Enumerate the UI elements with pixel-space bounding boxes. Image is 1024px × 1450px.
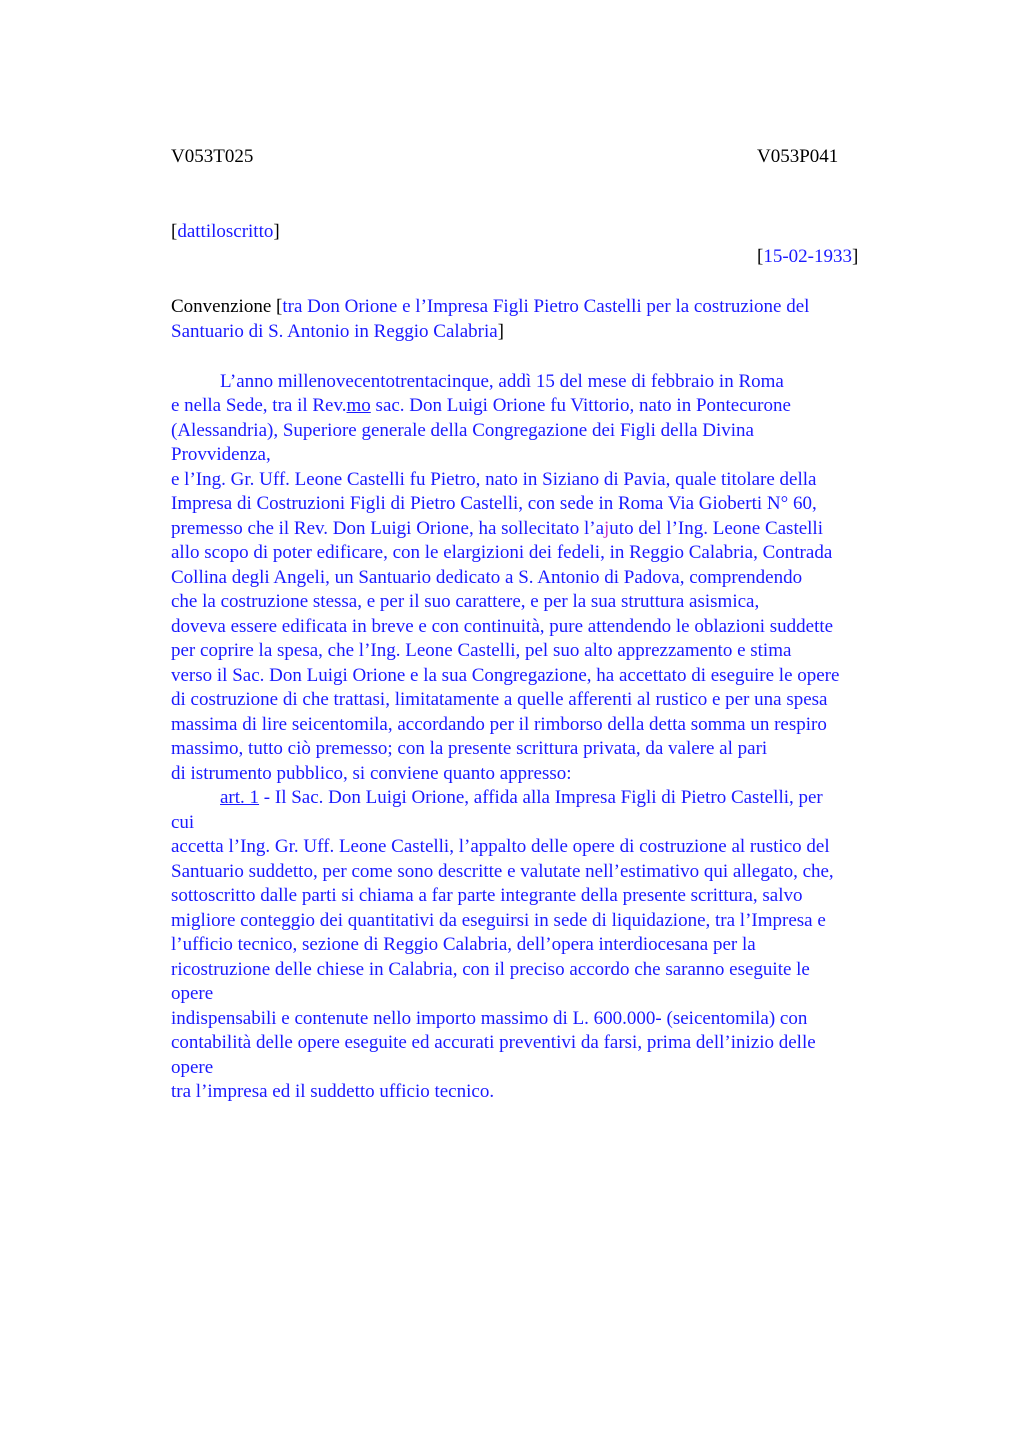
body-line: Santuario suddetto, per come sono descritte e valutate nell’estimativo qui allegato, che,: [171, 861, 834, 882]
bracket-open: [: [757, 246, 764, 267]
body-line: tra l’impresa ed il suddetto ufficio tecnico.: [171, 1081, 495, 1102]
document-type: [171, 220, 280, 245]
title-line-2: [171, 320, 504, 345]
body-line: accetta l’Ing. Gr. Uff. Leone Castelli, l’appalto delle opere di costruzione al rustico del: [171, 836, 830, 857]
bracket-open: [: [276, 296, 283, 317]
body-line: l’ufficio tecnico, sezione di Reggio Calabria, dell’opera interdiocesana per la: [171, 934, 756, 955]
body-line: opere: [171, 983, 214, 1004]
document-date: [757, 245, 858, 270]
body-line: di istrumento pubblico, si conviene quanto appresso:: [171, 763, 572, 784]
body-line: migliore conteggio dei quantitativi da eseguirsi in sede di liquidazione, tra l’Impresa e: [171, 910, 826, 931]
body-line: che la costruzione stessa, e per il suo carattere, e per la sua struttura asismica,: [171, 591, 760, 612]
body-line: cui: [171, 812, 195, 833]
body-text: - Il Sac. Don Luigi Orione, affida alla Impresa Figli di Pietro Castelli, per: [259, 787, 823, 808]
superscript-abbrev: mo: [346, 395, 371, 416]
body-line: Provvidenza,: [171, 444, 271, 465]
highlighted-letter: j: [604, 518, 610, 539]
body-line: contabilità delle opere eseguite ed accurati preventivi da farsi, prima dell’inizio delle: [171, 1032, 816, 1053]
body-text: sac. Don Luigi Orione fu Vittorio, nato in Pontecurone: [370, 395, 791, 416]
title-prefix: Convenzione: [171, 296, 277, 317]
title-line-1: [171, 295, 809, 320]
bracket-close: ]: [851, 246, 859, 267]
body-line: [171, 394, 791, 419]
body-line: e l’Ing. Gr. Uff. Leone Castelli fu Pietro, nato in Siziano di Pavia, quale titolare della: [171, 469, 817, 490]
bracket-close: ]: [273, 221, 280, 242]
body-line: massima di lire seicentomila, accordando per il rimborso della detta somma un respiro: [171, 714, 827, 735]
document-date-text: 15-02-1933: [763, 246, 852, 267]
body-line: opere: [171, 1057, 214, 1078]
body-line: sottoscritto dalle parti si chiama a far parte integrante della presente scrittura, salvo: [171, 885, 803, 906]
header-right-code: V053P041: [757, 146, 839, 167]
body-text: e nella Sede, tra il Rev.: [171, 395, 347, 416]
body-line: ricostruzione delle chiese in Calabria, con il preciso accordo che saranno eseguite le: [171, 959, 810, 980]
article-label: art. 1: [220, 787, 260, 808]
bracket-open: [: [171, 221, 178, 242]
body-line: per coprire la spesa, che l’Ing. Leone Castelli, pel suo alto apprezzamento e stima: [171, 640, 792, 661]
document-type-text: dattiloscritto: [177, 221, 274, 242]
body-line: massimo, tutto ciò premesso; con la presente scrittura privata, da valere al pari: [171, 738, 768, 759]
body-line: indispensabili e contenute nello importo massimo di L. 600.000- (seicentomila) con: [171, 1008, 808, 1029]
body-line: allo scopo di poter edificare, con le elargizioni dei fedeli, in Reggio Calabria, Contrada: [171, 542, 833, 563]
body-line: Collina degli Angeli, un Santuario dedicato a S. Antonio di Padova, comprendendo: [171, 567, 803, 588]
header-left-code: V053T025: [171, 146, 254, 167]
article-1-line: [220, 786, 823, 811]
body-line: di costruzione di che trattasi, limitatamente a quelle afferenti al rustico e per una spesa: [171, 689, 828, 710]
body-line: doveva essere edificata in breve e con continuità, pure attendendo le oblazioni suddette: [171, 616, 834, 637]
body-line: [171, 517, 823, 542]
bracket-close: ]: [497, 321, 504, 342]
body-text: premesso che il Rev. Don Luigi Orione, ha sollecitato l’a: [171, 518, 605, 539]
body-line: Impresa di Costruzioni Figli di Pietro Castelli, con sede in Roma Via Gioberti N° 60,: [171, 493, 817, 514]
title-text-1: tra Don Orione e l’Impresa Figli Pietro Castelli per la costruzione del: [282, 296, 810, 317]
title-text-2: Santuario di S. Antonio in Reggio Calabria: [171, 321, 498, 342]
body-line: verso il Sac. Don Luigi Orione e la sua Congregazione, ha accettato di eseguire le opere: [171, 665, 840, 686]
body-line: L’anno millenovecentotrentacinque, addì 15 del mese di febbraio in Roma: [220, 371, 784, 392]
body-line: (Alessandria), Superiore generale della Congregazione dei Figli della Divina: [171, 420, 754, 441]
body-text: uto del l’Ing. Leone Castelli: [609, 518, 823, 539]
